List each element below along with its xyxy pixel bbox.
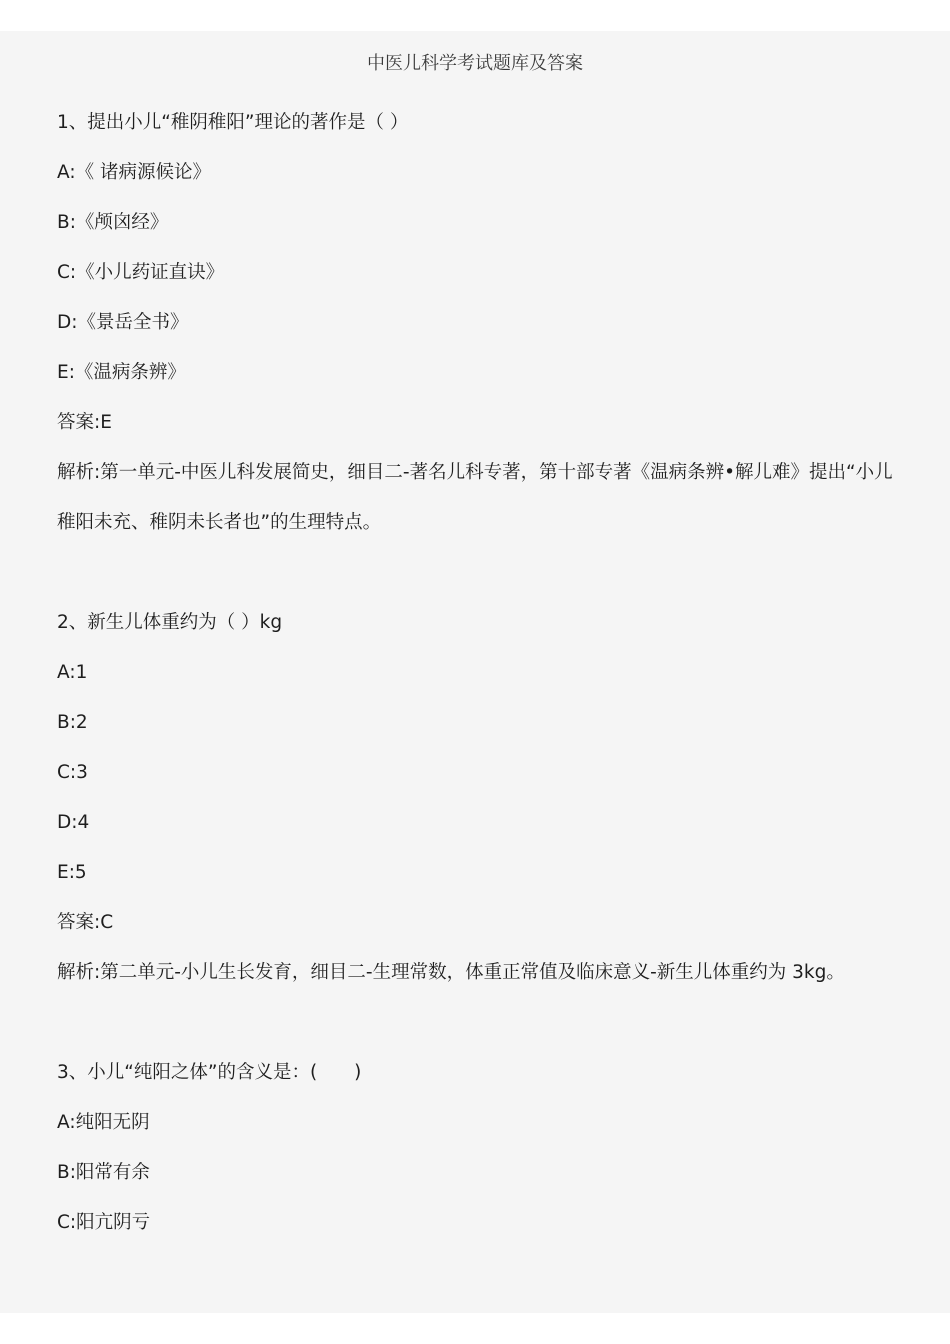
document-title: 中医儿科学考试题库及答案 [367, 53, 583, 74]
question-text: 1、提出小儿“稚阴稚阳”理论的著作是（ ） [57, 112, 409, 133]
question-text: 3、小儿“纯阳之体”的含义是：( ) [57, 1062, 362, 1083]
option-a: A:1 [57, 662, 88, 683]
option-e: E:5 [57, 862, 87, 883]
question-gap [57, 998, 907, 1048]
option-c: C:《小儿药证直诀》 [57, 262, 225, 283]
option-b: B:《颅囟经》 [57, 212, 169, 233]
question-block [57, 98, 907, 548]
question-block [57, 598, 907, 998]
option-c: C:3 [57, 762, 88, 783]
option-d: D:4 [57, 812, 90, 833]
question-list [57, 98, 907, 1248]
option-b: B:2 [57, 712, 88, 733]
question-block [57, 1048, 907, 1248]
explanation-text: 解析:第一单元-中医儿科发展简史，细目二-著名儿科专著，第十部专著《温病条辨•解儿难》提出“小儿稚阳未充、稚阴未长者也”的生理特点。 [57, 462, 893, 533]
option-e: E:《温病条辨》 [57, 362, 186, 383]
answer-text: 答案:C [57, 912, 114, 933]
answer-text: 答案:E [57, 412, 112, 433]
option-a: A:《 诸病源候论》 [57, 162, 211, 183]
option-d: D:《景岳全书》 [57, 312, 189, 333]
option-a: A:纯阳无阴 [57, 1112, 150, 1133]
explanation-text: 解析:第二单元-小儿生长发育，细目二-生理常数，体重正常值及临床意义-新生儿体重约为 3kg。 [57, 962, 845, 983]
question-text: 2、新生儿体重约为（ ）kg [57, 612, 283, 633]
option-c: C:阳亢阴亏 [57, 1212, 151, 1233]
question-gap [57, 548, 907, 598]
option-b: B:阳常有余 [57, 1162, 150, 1183]
